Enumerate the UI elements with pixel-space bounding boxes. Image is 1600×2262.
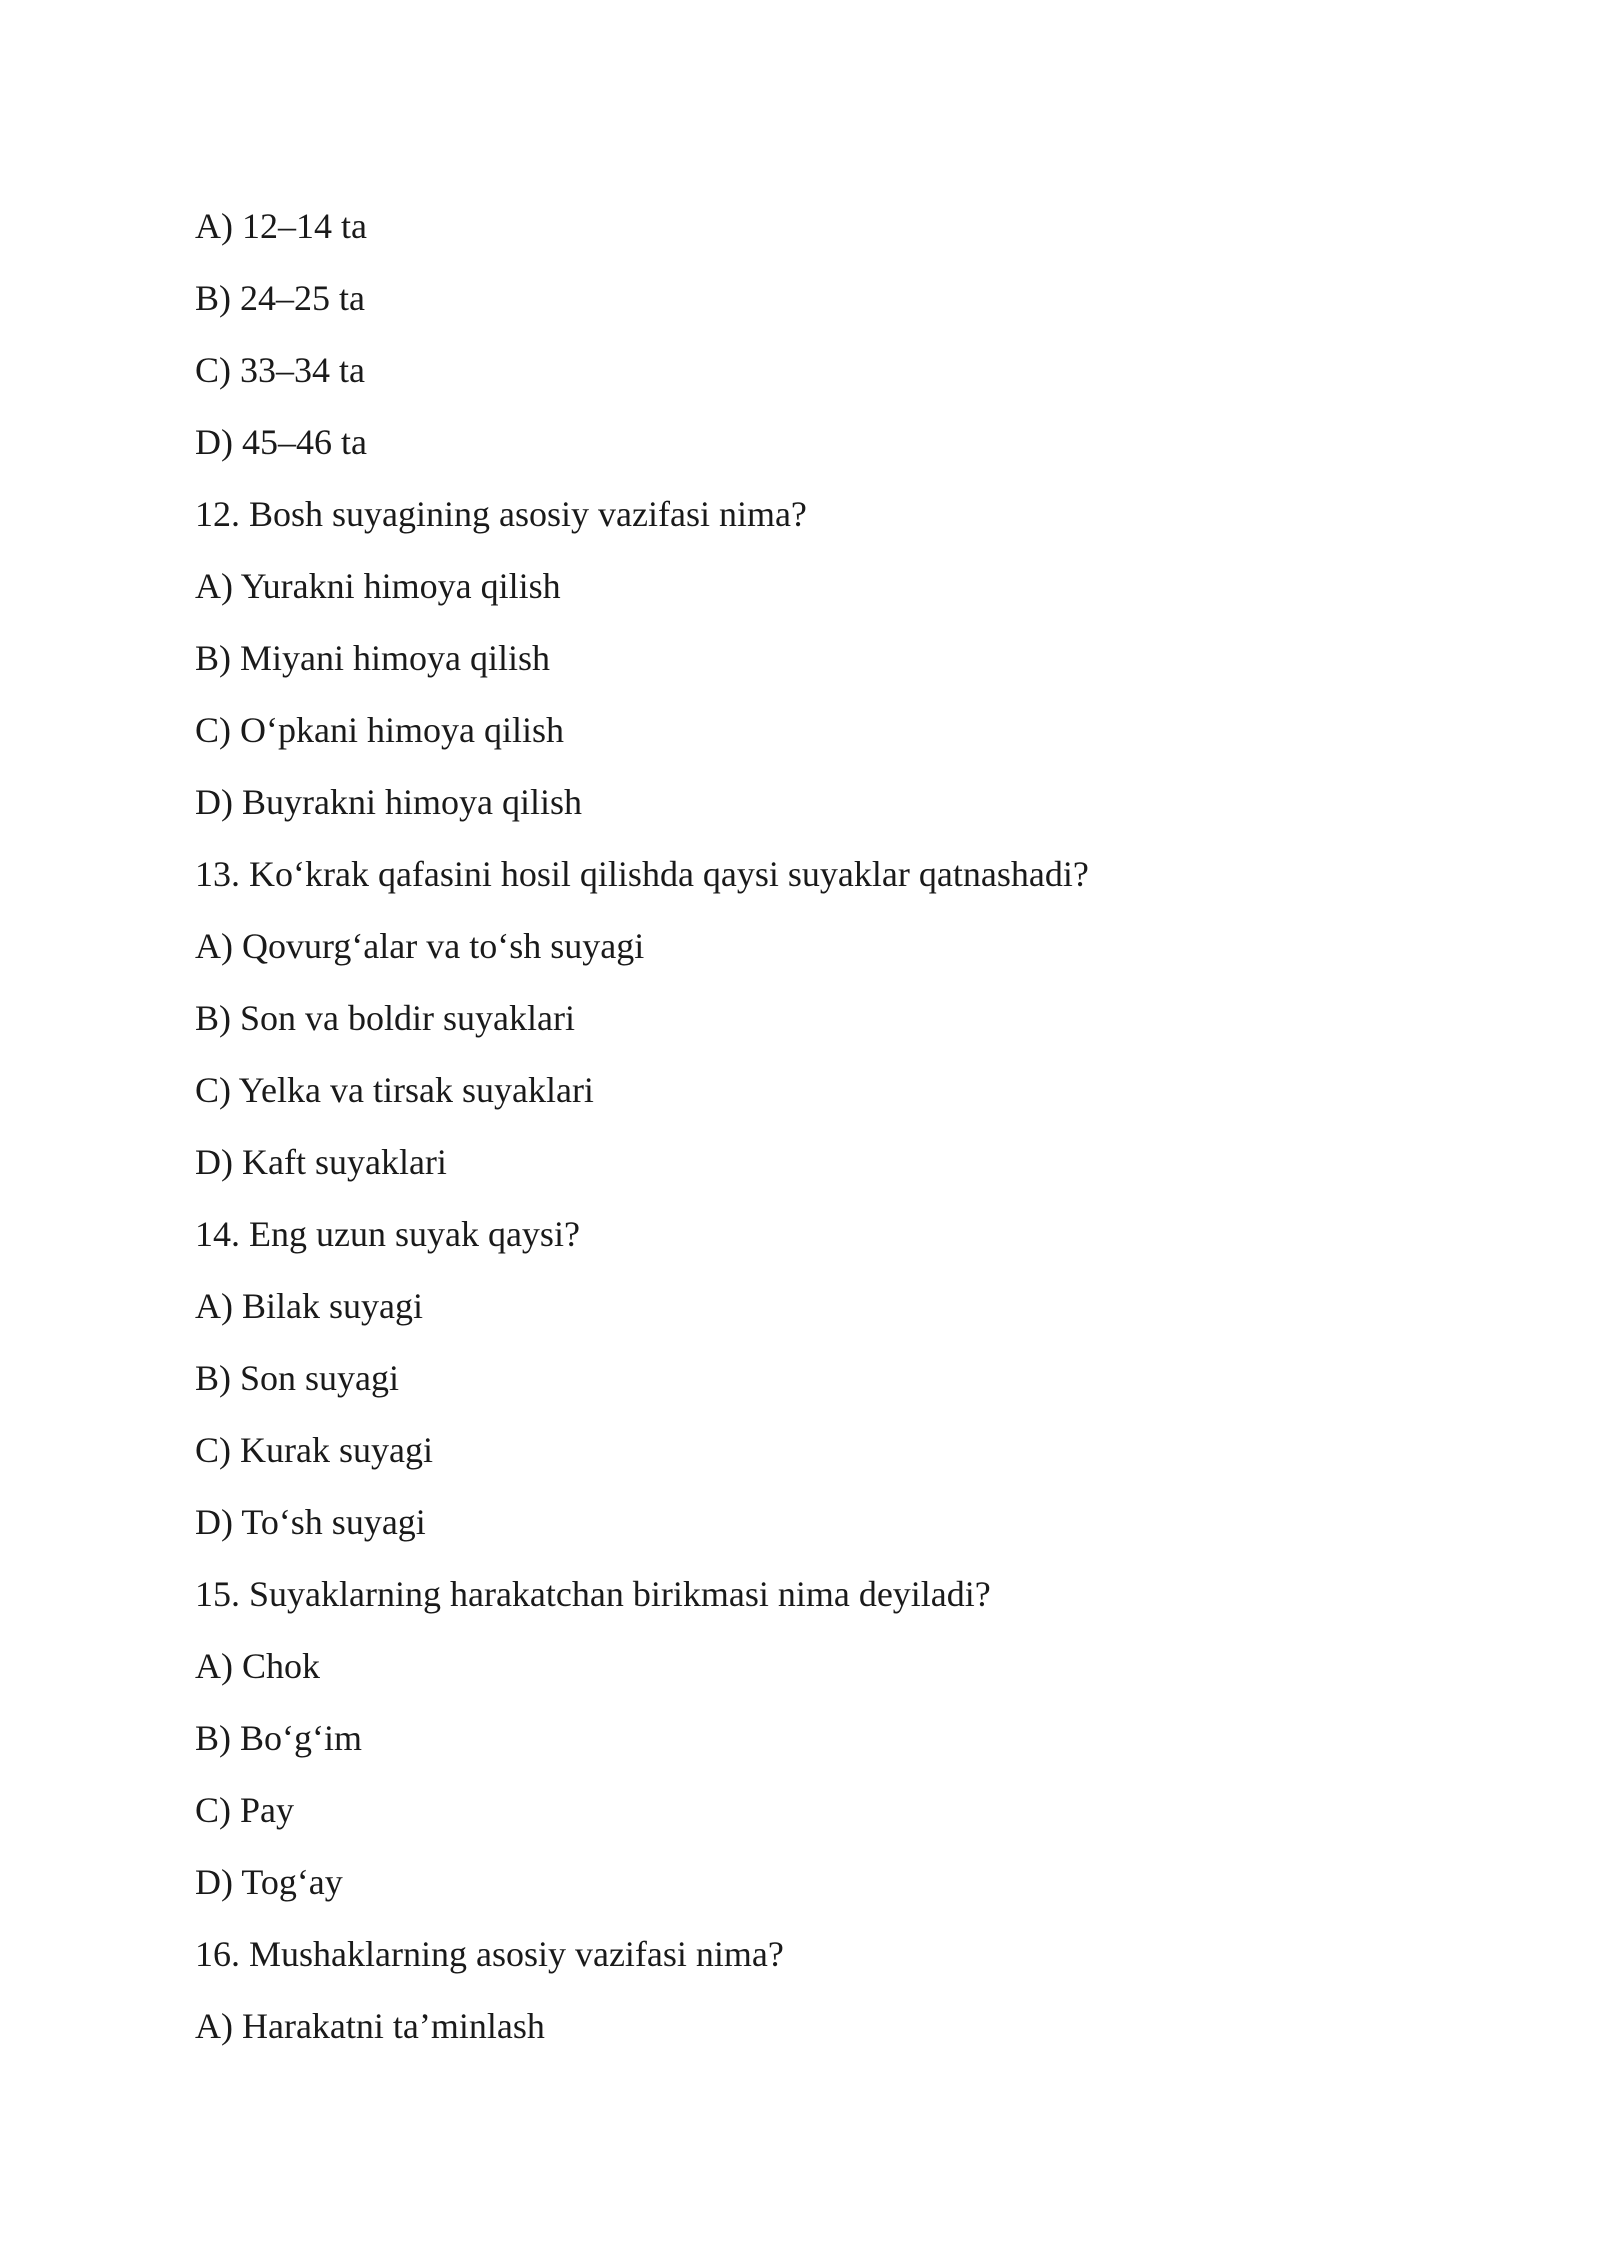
answer-option: C) 33–34 ta <box>195 350 365 390</box>
answer-option: A) Bilak suyagi <box>195 1286 423 1326</box>
answer-option: B) 24–25 ta <box>195 278 365 318</box>
answer-option: C) Yelka va tirsak suyaklari <box>195 1070 594 1110</box>
answer-option: A) Harakatni ta’minlash <box>195 2006 545 2046</box>
question-12: 12. Bosh suyagining asosiy vazifasi nima? <box>195 494 807 534</box>
answer-option: C) Kurak suyagi <box>195 1430 433 1470</box>
answer-option: A) 12–14 ta <box>195 206 367 246</box>
answer-option: D) Tog‘ay <box>195 1862 343 1902</box>
answer-option: D) Buyrakni himoya qilish <box>195 782 582 822</box>
answer-option: B) Son va boldir suyaklari <box>195 998 575 1038</box>
answer-option: B) Miyani himoya qilish <box>195 638 550 678</box>
answer-option: B) Son suyagi <box>195 1358 400 1398</box>
quiz-content <box>195 190 1445 2062</box>
answer-option: B) Bo‘g‘im <box>195 1718 362 1758</box>
question-14: 14. Eng uzun suyak qaysi? <box>195 1214 580 1254</box>
answer-option: C) Pay <box>195 1790 294 1830</box>
answer-option: A) Qovurg‘alar va to‘sh suyagi <box>195 926 645 966</box>
question-15: 15. Suyaklarning harakatchan birikmasi nima deyiladi? <box>195 1574 991 1614</box>
answer-option: D) To‘sh suyagi <box>195 1502 426 1542</box>
question-16: 16. Mushaklarning asosiy vazifasi nima? <box>195 1934 784 1974</box>
answer-option: D) 45–46 ta <box>195 422 367 462</box>
answer-option: A) Yurakni himoya qilish <box>195 566 561 606</box>
answer-option: D) Kaft suyaklari <box>195 1142 447 1182</box>
answer-option: C) O‘pkani himoya qilish <box>195 710 564 750</box>
question-13: 13. Ko‘krak qafasini hosil qilishda qaysi suyaklar qatnashadi? <box>195 854 1089 894</box>
answer-option: A) Chok <box>195 1646 320 1686</box>
